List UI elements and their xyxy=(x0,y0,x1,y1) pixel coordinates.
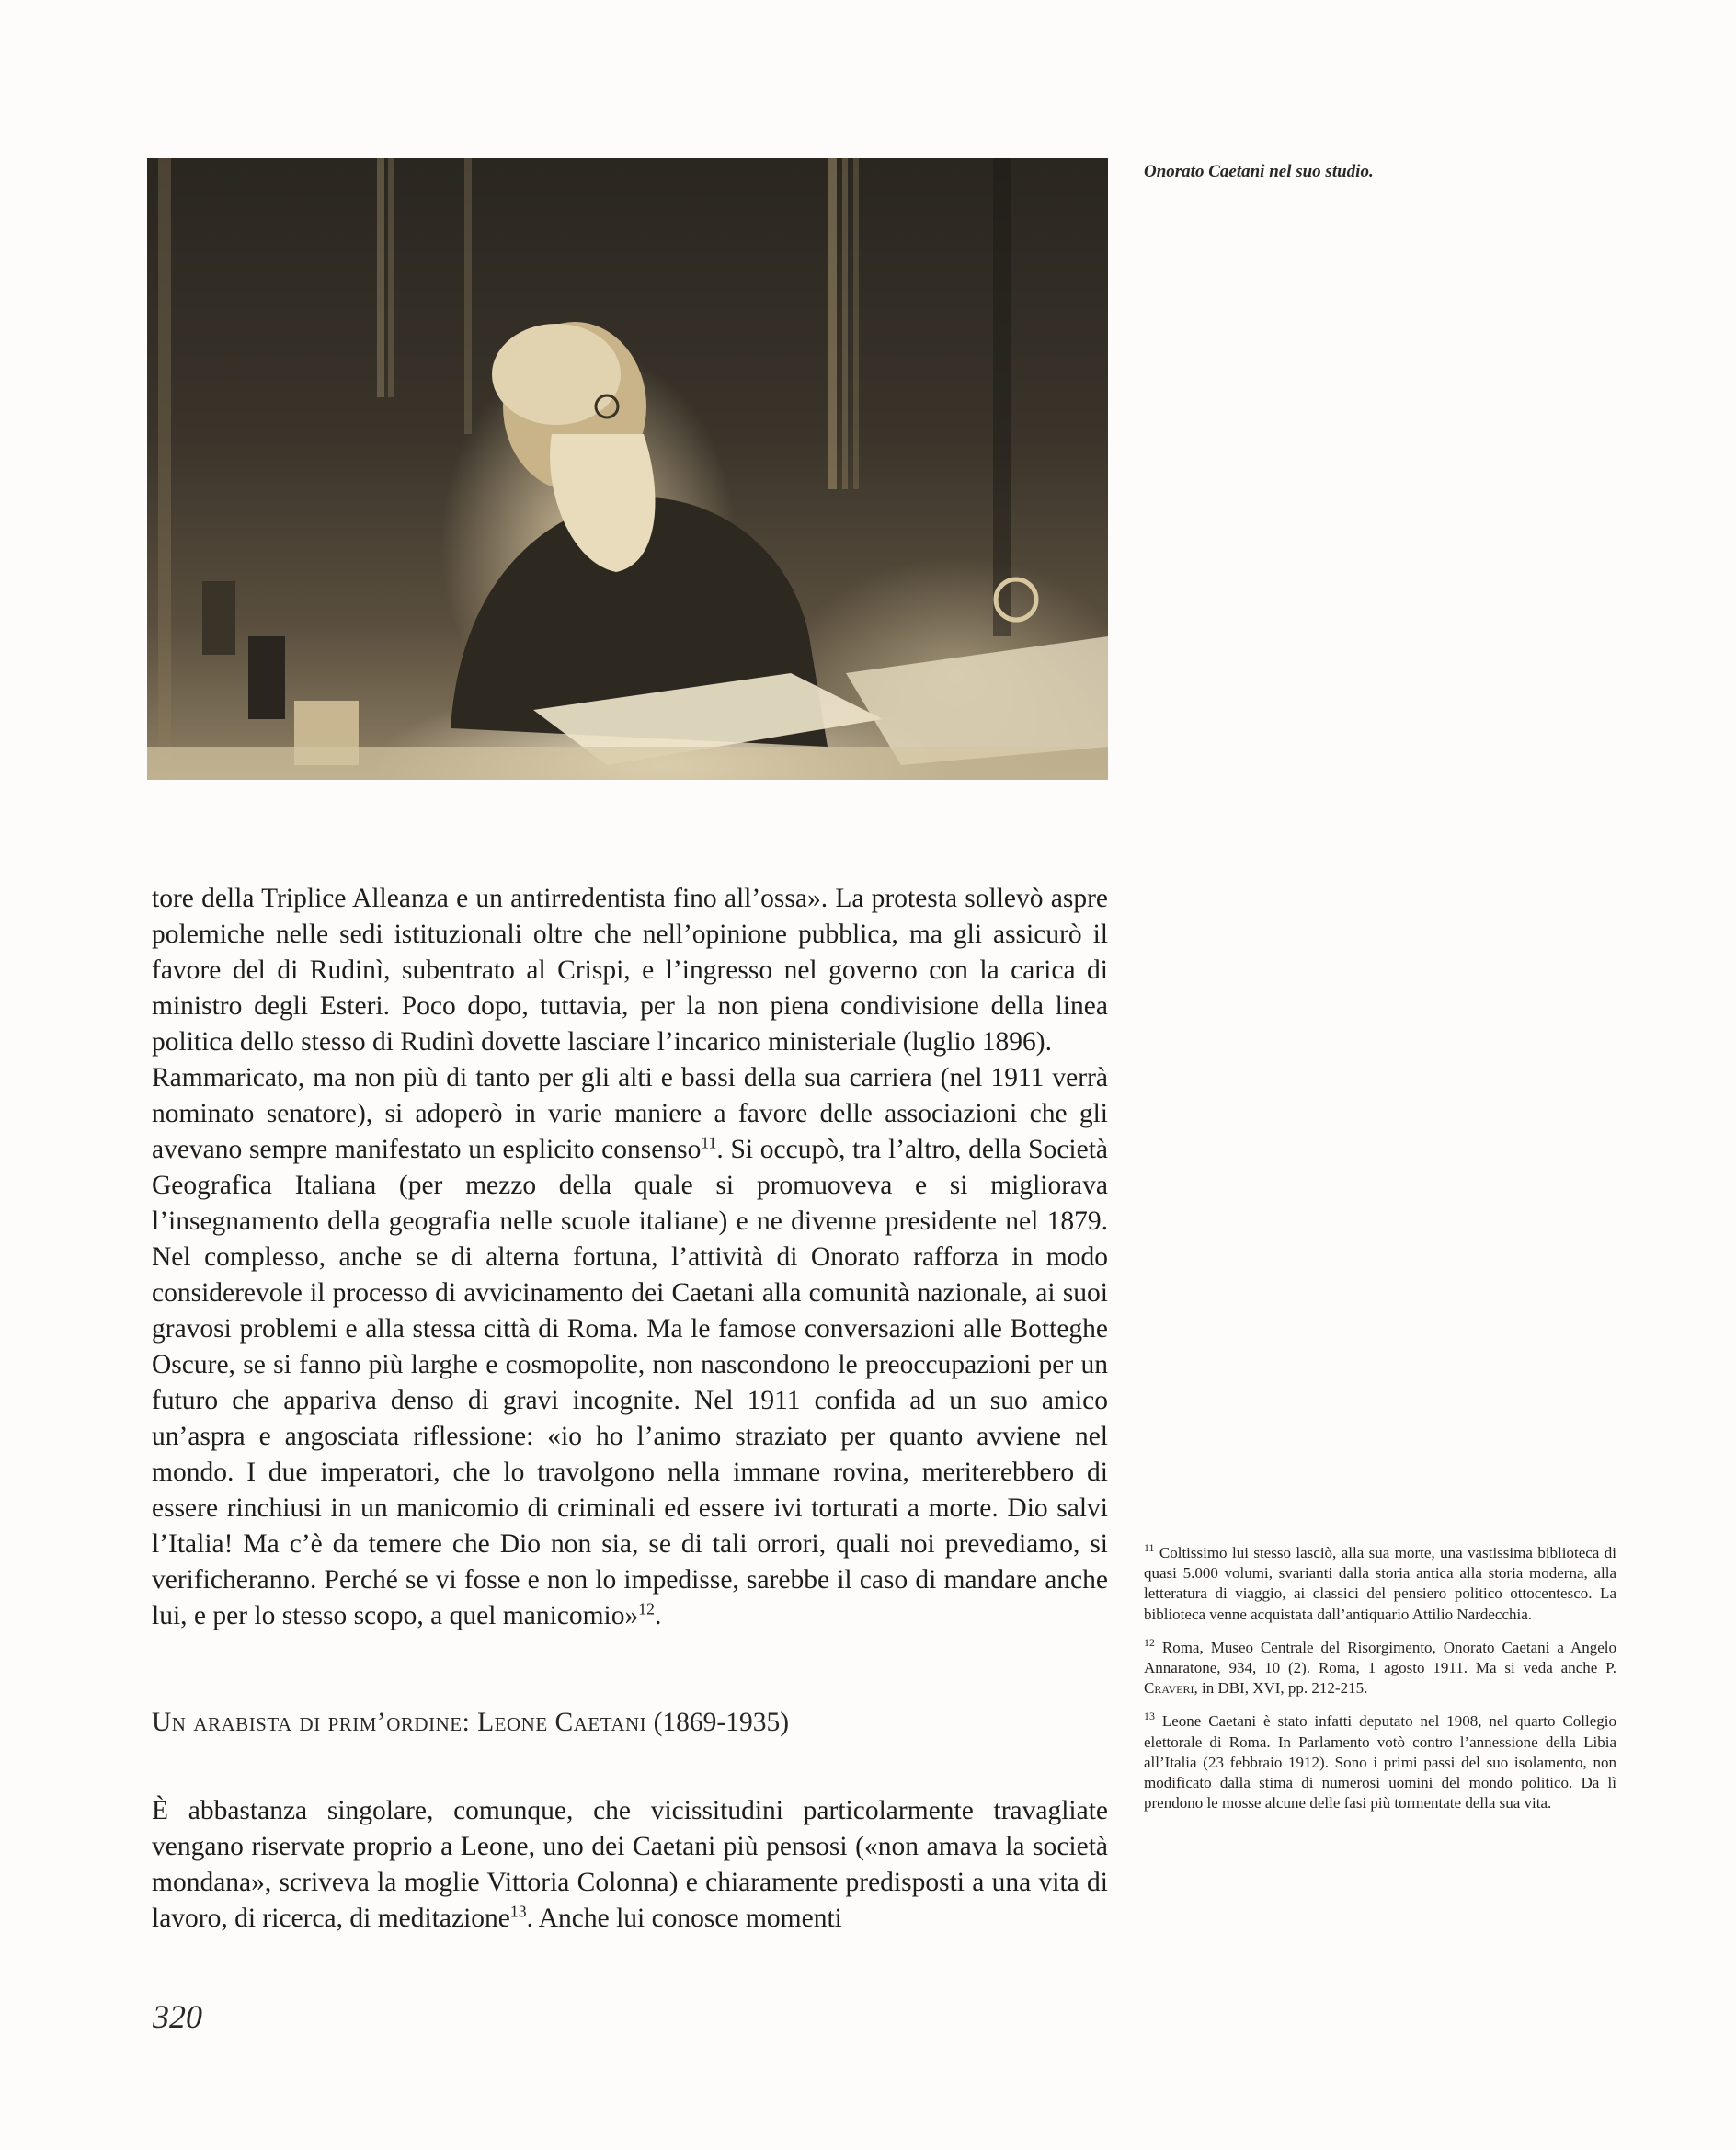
text-run: . Si occupò, tra l’altro, della Società Geografica Italiana (per mezzo della quale si promuoveva e si migliorava l’insegnamento della geografia nelle scuole italiane) e ne divenne presidente nel 1879. Nel complesso, anche se di alterna fortuna, l’attività di Onorato rafforza in modo considerevole il processo di avvicinamento dei Caetani alla comunità nazionale, ai suoi gravosi problemi e alla stessa città di Roma. Ma le famose conversazioni alle Botteghe Oscure, se si fanno più larghe e cosmopolite, non nascondono le preoccupazioni per un futuro che appariva denso di gravi incognite. Nel 1911 confida ad un suo amico un’aspra e angosciata riflessione: «io ho l’animo straziato per quanto avviene nel mondo. I due imperatori, che lo travolgono nella immane rovina, meriterebbero di essere rinchiusi in un manicomio di criminali ed essere ivi torturati a morte. Dio salvi l’Italia! Ma c’è da temere che Dio non sia, se di tali orrori, quali noi prevediamo, si verificheranno. Perché se vi fosse e non lo impedisse, sarebbe il caso di mandare anche lui, e per lo stesso scopo, a quel manicomio» xyxy=(152,1135,1109,1630)
footnote-13 xyxy=(1144,1711,1616,1813)
footnote-12 xyxy=(1144,1635,1616,1699)
section-title: Un arabista di prim’ordine: Leone Caetani xyxy=(152,1708,647,1737)
footnote-text: Coltissimo lui stesso lasciò, alla sua morte, una vastissima biblioteca di quasi 5.000 volumi, svarianti dalla storia antica alla storia moderna, alla letteratura di viaggio, ai classici del pensiero politico ottocentesco. La biblioteca venne acquistata dall’antiquario Attilio Nardecchia. xyxy=(1144,1544,1616,1623)
main-text xyxy=(152,881,1108,1634)
footnote-reference: 11 xyxy=(701,1133,717,1152)
photo-caption: Onorato Caetani nel suo studio. xyxy=(1144,162,1374,181)
footnote-text: Roma, Museo Centrale del Risorgimento, Onorato Caetani a Angelo Annaratone, 934, 10 (2). Roma, 1 agosto 1911. Ma si veda anche P. xyxy=(1144,1638,1616,1677)
photograph-onorato-caetani xyxy=(147,158,1108,780)
footnote-reference: 12 xyxy=(638,1599,655,1618)
page-number: 320 xyxy=(153,1998,202,2035)
footnote-text: , in DBI, XVI, pp. 212-215. xyxy=(1194,1679,1368,1698)
footnote-number: 12 xyxy=(1144,1635,1155,1649)
text-run: È abbastanza singolare, comunque, che vicissitudini particolarmente travagliate vengano riservate proprio a Leone, uno dei Caetani più pensosi («non amava la società mondana», scriveva la moglie Vittoria Colonna) e chiaramente predisposti a una vita di lavoro, di ricerca, di meditazione xyxy=(152,1796,1108,1933)
footnote-number: 11 xyxy=(1144,1540,1155,1554)
text-run: . xyxy=(654,1601,662,1630)
paragraph xyxy=(152,1793,1108,1937)
footnotes xyxy=(1144,1540,1616,1826)
footnote-11 xyxy=(1144,1540,1616,1625)
section-text xyxy=(152,1793,1108,1937)
footnote-reference: 13 xyxy=(509,1902,527,1921)
text-run: . Anche lui conosce momenti xyxy=(526,1904,842,1933)
footnote-number: 13 xyxy=(1144,1710,1155,1723)
paragraph: tore della Triplice Alleanza e un antirredentista fino all’ossa». La protesta sollevò aspre polemiche nelle sedi istituzionali oltre che nell’opinione pubblica, ma gli assicurò il favore del di Rudinì, subentrato al Crispi, e l’ingresso nel governo con la carica di ministro degli Esteri. Poco dopo, tuttavia, per la non piena condivisione della linea politica dello stesso di Rudinì dovette lasciare l’incarico ministeriale (luglio 1896). xyxy=(152,884,1108,1057)
text-run: Rammaricato, ma non più di tanto per gli alti e bassi della sua carriera (nel 1911 verrà nominato senatore), si adoperò in varie maniere a favore delle associazioni che gli avevano sempre manifestato un esplicito consenso xyxy=(152,1063,1108,1164)
footnote-author: Craveri xyxy=(1144,1679,1194,1698)
section-heading xyxy=(152,1705,1108,1741)
photo-illustration xyxy=(147,158,1108,780)
paragraph xyxy=(152,1060,1108,1634)
footnote-text: Leone Caetani è stato infatti deputato nel 1908, nel quarto Collegio elettorale di Roma. In Parlamento votò contro l’annessione della Libia all’Italia (23 febbraio 1912). Sono i primi passi del suo isolamento, non modificato dalla stima di numerosi uomini del mondo politico. Da lì prendono le mosse alcune delle fasi più tormentate della sua vita. xyxy=(1144,1712,1616,1813)
section-dates: (1869-1935) xyxy=(646,1708,790,1737)
